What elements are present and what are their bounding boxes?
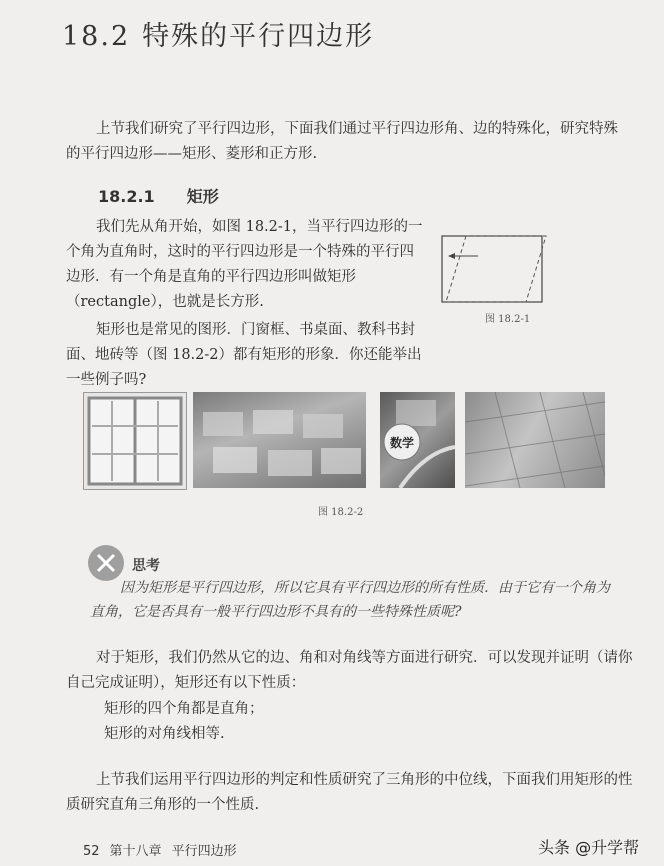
footer-chapter-name: 平行四边形	[171, 844, 237, 859]
think-heading: 思考	[132, 558, 160, 574]
window-frame-photo	[83, 392, 187, 490]
desks-photo	[193, 392, 366, 488]
floor-tiles-photo	[465, 392, 605, 488]
section-number: 18.2.1	[98, 187, 155, 206]
properties-intro-paragraph: 对于矩形，我们仍然从它的边、角和对角线等方面进行研究．可以发现并证明（请你自己完成证明），矩形还有以下性质：	[66, 650, 633, 691]
watermark: 头条 @升学帮	[538, 838, 640, 857]
footer-chapter: 第十八章	[109, 844, 162, 859]
rectangle-definition-paragraph: 我们先从角开始，如图 18.2-1，当平行四边形的一个角为直角时，这时的平行四边形是一个特殊的平行四边形．有一个角是直角的平行四边形叫做矩形（rectangle），也就是长方形.	[66, 219, 423, 310]
property-equal-diagonals: 矩形的对角线相等.	[104, 726, 225, 742]
rectangle-examples-paragraph: 矩形也是常见的图形．门窗框、书桌面、教科书封面、地砖等（图 18.2-2）都有矩形的形象．你还能举出一些例子吗?	[66, 322, 422, 388]
textbook-cover-photo	[380, 392, 455, 488]
chapter-title	[62, 14, 374, 53]
rectangle-shape	[442, 236, 542, 302]
think-paragraph: 因为矩形是平行四边形，所以它具有平行四边形的所有性质．由于它有一个角为直角，它是否具有一般平行四边形不具有的一些特殊性质呢?	[90, 580, 610, 620]
parallelogram-shape	[446, 236, 546, 302]
chapter-number: 18.2	[62, 21, 131, 52]
property-right-angles: 矩形的四个角都是直角；	[104, 701, 264, 717]
section-heading	[98, 184, 219, 207]
page-footer	[83, 840, 247, 859]
intro-paragraph: 上节我们研究了平行四边形，下面我们通过平行四边形角、边的特殊化，研究特殊的平行四边形——矩形、菱形和正方形.	[66, 121, 618, 162]
chapter-title-text: 特殊的平行四边形	[142, 21, 375, 52]
section-title: 矩形	[186, 187, 219, 206]
figure-1-caption: 图 18.2-1	[485, 314, 531, 325]
closing-paragraph: 上节我们运用平行四边形的判定和性质研究了三角形的中位线，下面我们用矩形的性质研究直角三角形的一个性质.	[66, 772, 633, 813]
figure-rectangle-parallelogram	[438, 230, 550, 308]
page-number: 52	[83, 844, 100, 859]
book-cover-label: 数学	[389, 436, 415, 450]
figure-2-caption: 图 18.2-2	[318, 507, 364, 518]
arrow-head	[448, 253, 455, 259]
